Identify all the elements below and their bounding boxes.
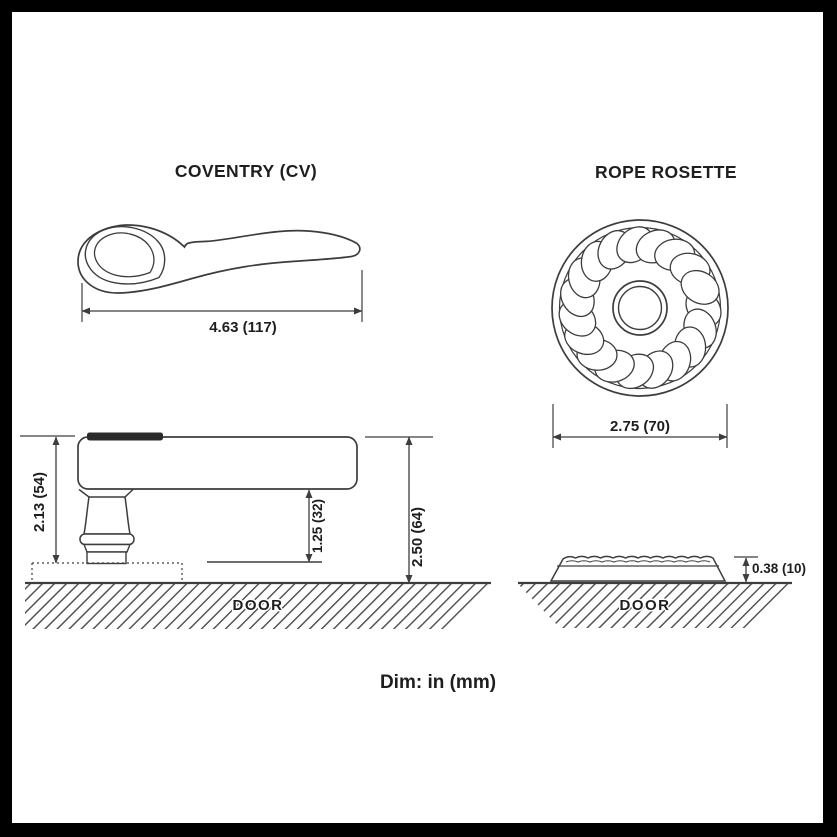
- paper-background: [12, 12, 823, 823]
- door-label-left: DOOR: [232, 597, 284, 614]
- dim-label-rosette-diameter: 2.75 (70): [609, 418, 671, 435]
- lever-bar: [78, 437, 357, 489]
- door-label-right: DOOR: [619, 597, 671, 614]
- rosette-hub-outer: [613, 281, 667, 335]
- dim-label-height-above-rose: 2.13 (54): [31, 471, 48, 533]
- stem-base-band: [84, 545, 130, 553]
- dim-label-total-projection: 2.50 (64): [409, 506, 426, 568]
- rosette-title: ROPE ROSETTE: [595, 162, 737, 182]
- lever-top-dark-patch: [87, 433, 163, 441]
- stem-collar: [80, 534, 134, 545]
- dim-label-rosette-projection: 0.38 (10): [752, 561, 807, 576]
- stem-neck: [84, 497, 130, 534]
- lever-title: COVENTRY (CV): [174, 161, 318, 181]
- rosette-profile: [551, 556, 725, 581]
- dim-label-lever-length: 4.63 (117): [209, 319, 277, 336]
- units-note: Dim: in (mm): [379, 672, 497, 693]
- dim-label-underside-clearance: 1.25 (32): [310, 498, 325, 554]
- stem-base: [87, 552, 126, 564]
